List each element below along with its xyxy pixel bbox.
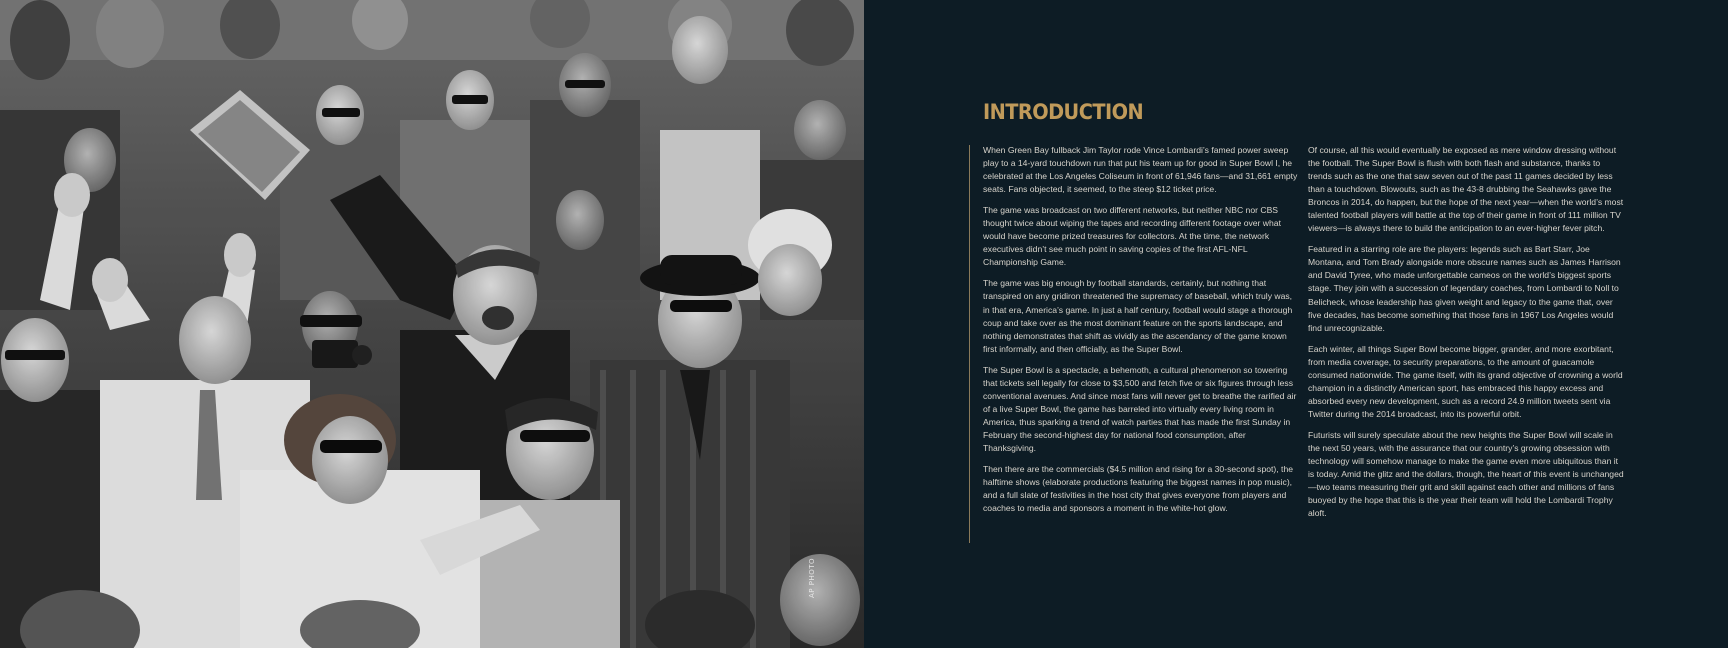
photo-credit: AP PHOTO — [808, 557, 816, 598]
paragraph: Of course, all this would eventually be exposed as mere window dressing without the football. The Super Bowl is flush with both flash and substance, thanks to trends such as the one that saw seven out of the past 11 games decided by less than a touchdown. Blowouts, such as the 43-8 drubbing the Seahawks gave the Broncos in 2014, do happen, but the hope of the next year—when the world’s most talented football players will battle at the top of their game in front of 111 million TV viewers—is always there to build the anticipation to an ever-higher fever pitch. — [1308, 145, 1624, 234]
introduction-page — [864, 0, 1728, 648]
paragraph: Futurists will surely speculate about the new heights the Super Bowl will scale in the next 50 years, with the assurance that our country’s growing obsession with technology will somehow manage to make the game even more ubiquitous than it is today. Amid the glitz and the dollars, though, the heart of this event is unchanged—two teams measuring their grit and skill against each other and millions of fans buoyed by the hope that this is the year their team will hold the Lombardi Trophy aloft. — [1308, 429, 1624, 519]
column-rule — [969, 145, 970, 543]
paragraph: Then there are the commercials ($4.5 million and rising for a 30-second spot), the halftime shows (elaborate productions featuring the biggest names in pop music), and a full slate of festivities in the host city that gives everyone from players and coaches to media and sponsors a moment in the white-hot glow. — [983, 464, 1294, 514]
paragraph: The Super Bowl is a spectacle, a behemoth, a cultural phenomenon so towering that tickets sell legally for close to $3,500 and fetch five or six figures through less conventional avenues. And since most fans will never get to breathe the rarified air of a live Super Bowl, the game has barreled into virtually every living room in America, thus sparking a trend of watch parties that has made the first Sunday in February the second-highest day for national food consumption, after Thanksgiving. — [983, 364, 1297, 453]
paragraph: Featured in a starring role are the players: legends such as Bart Starr, Joe Montana, and Tom Brady alongside more obscure names such as James Harrison and David Tyree, who made unforgettable cameos on the world’s biggest sports stage. They join with a succession of legendary coaches, from Lombardi to Noll to Belicheck, whose leadership has given weight and legacy to the game that, over five decades, has become something that those fans in 1967 Los Angeles would find unrecognizable. — [1308, 244, 1621, 333]
text-column-left — [983, 144, 1299, 523]
text-column-right — [1308, 144, 1624, 528]
paragraph: The game was broadcast on two different networks, but neither NBC nor CBS thought twice about wiping the tapes and recording different footage over what would have become prized treasures for collectors. At the time, the network executives didn’t see much point in saving copies of the first AFL-NFL Championship Game. — [983, 205, 1281, 268]
paragraph: Each winter, all things Super Bowl become bigger, grander, and more exorbitant, from media coverage, to security preparations, to the amount of guacamole consumed nationwide. The game itself, with its grand objective of crowning a world champion in a distinctly American sport, has embraced this happy excess and absorbed every new development, such as a record 24.9 million tweets sent via Twitter during the 2014 broadcast, into its powerful orbit. — [1308, 343, 1623, 419]
paragraph: When Green Bay fullback Jim Taylor rode Vince Lombardi’s famed power sweep play to a 14-yard touchdown run that put his team up for good in Super Bowl I, he celebrated at the Los Angeles Coliseum in front of 61,946 fans—and 31,661 empty seats. Fans objected, it seemed, to the steep $12 ticket price. — [983, 145, 1298, 195]
paragraph: The game was big enough by football standards, certainly, but nothing that transpired on any gridiron threatened the supremacy of baseball, which truly was, in that era, America’s game. In just a half century, football would stage a thorough coup and take over as the most dominant feature on the sports landscape, and nothing demonstrates that shift as vividly as the ascendancy of the game known first informally, and then officially, as the Super Bowl. — [983, 278, 1293, 354]
page-title: INTRODUCTION — [983, 100, 1144, 124]
